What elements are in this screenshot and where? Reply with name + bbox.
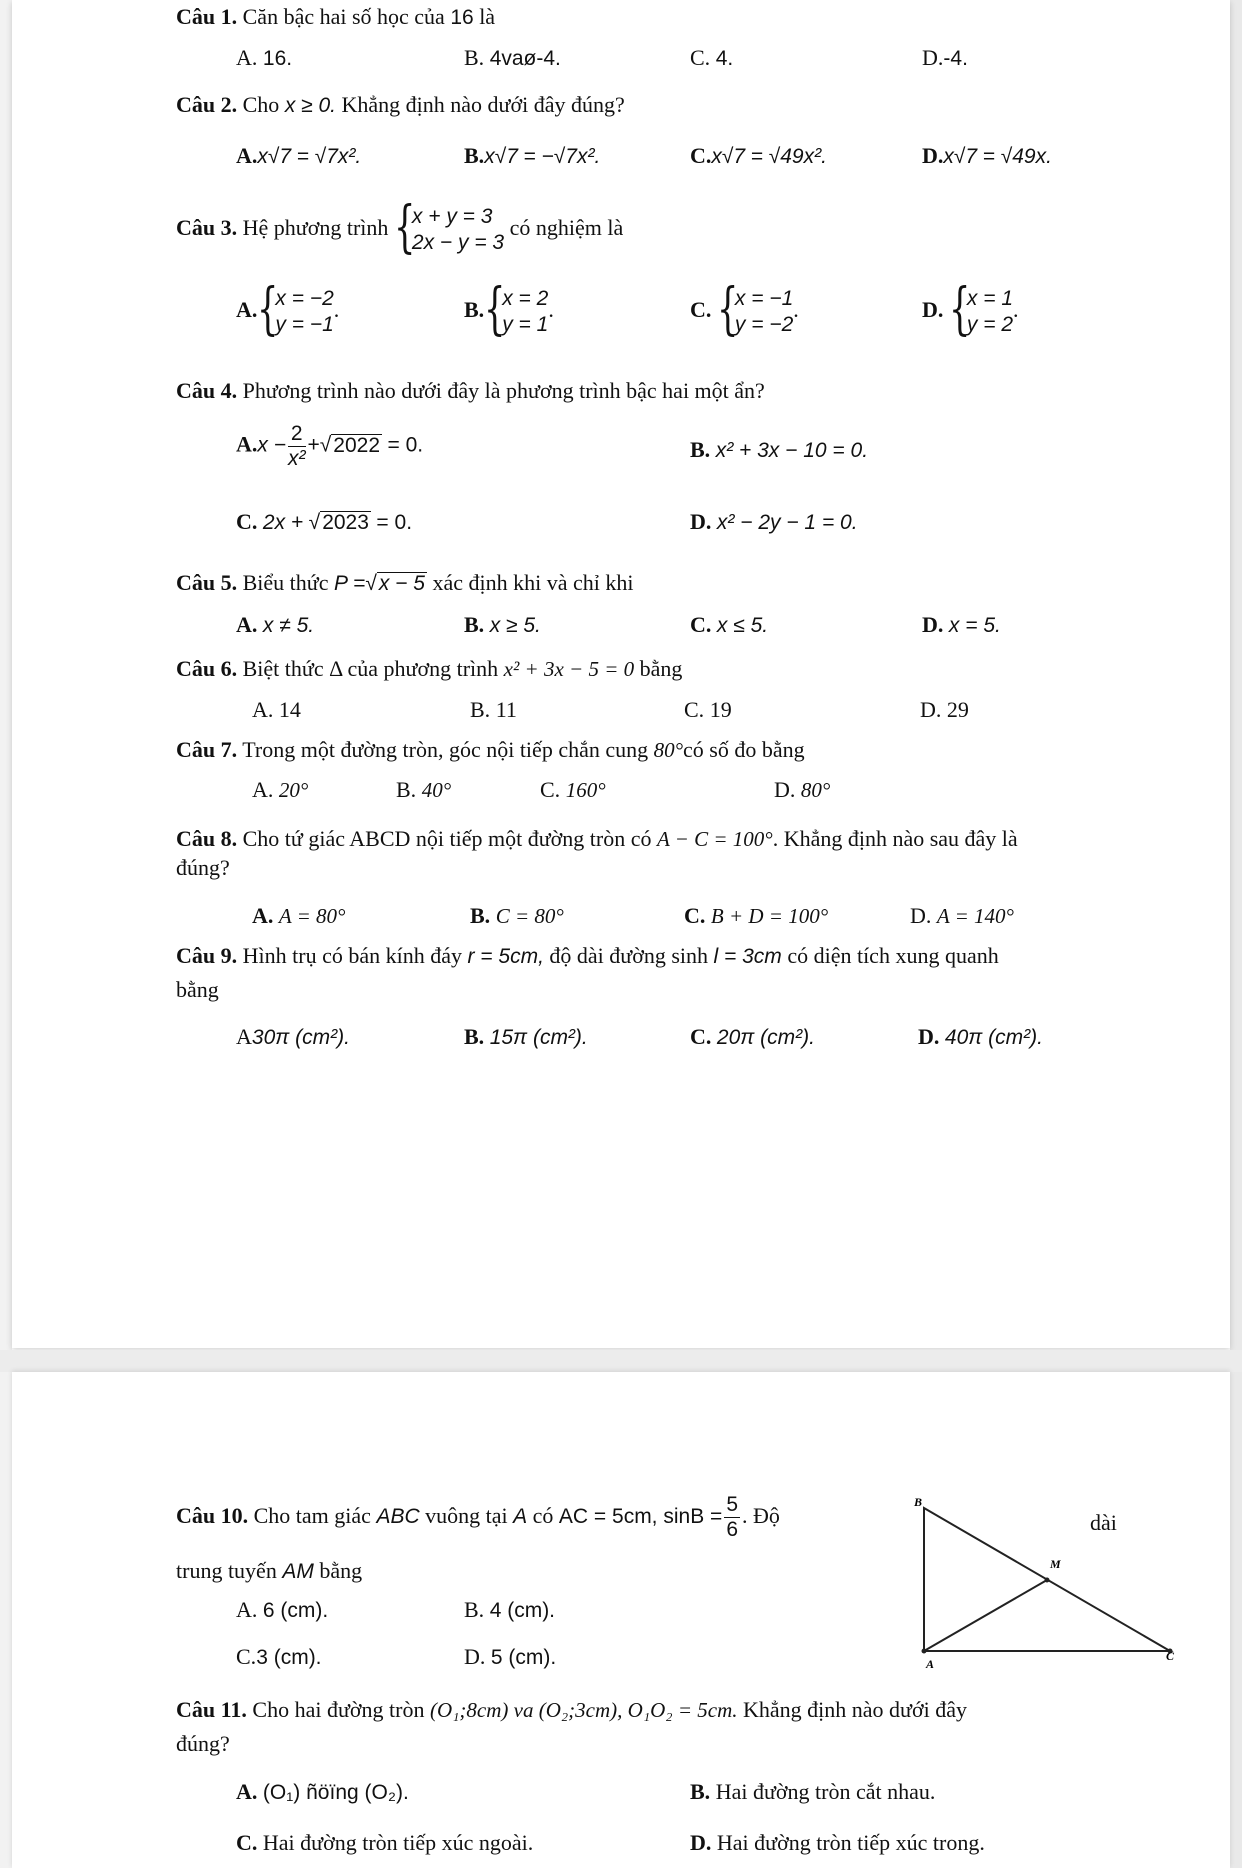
q10-median: AM	[282, 1560, 314, 1583]
point-m	[1045, 1578, 1050, 1583]
q1-option-a[interactable]	[236, 45, 292, 72]
left-margin	[0, 0, 12, 1868]
option-rhs: = √49x².	[750, 145, 827, 168]
option-label: B.	[470, 903, 491, 928]
q11-option-d[interactable]	[690, 1830, 985, 1856]
q4-option-d[interactable]	[690, 509, 858, 536]
option-lhs: x√7	[484, 145, 518, 168]
option-label: C.	[236, 1644, 257, 1669]
option-label: C.	[690, 143, 712, 168]
option-label: D.	[910, 903, 932, 928]
option-label: D.	[922, 143, 944, 168]
label-b: B	[914, 1495, 923, 1509]
q5-stem: Câu 5. Biểu thức P =√x − 5 xác định khi và chỉ khi	[176, 570, 634, 595]
q2-pre: Cho	[242, 92, 280, 117]
option-label: D.	[922, 45, 944, 70]
q3-option-c[interactable]: C. { x = −1 y = −2 .	[690, 277, 799, 342]
q5-pre: Biểu thức	[242, 570, 329, 595]
q10-given: AC = 5cm, sinB =	[558, 1505, 723, 1528]
q10-dai: dài	[1090, 1510, 1117, 1535]
option-value: 40π (cm²).	[944, 1026, 1043, 1049]
q8-option-b[interactable]	[470, 903, 564, 929]
point-a	[922, 1649, 927, 1654]
q11-option-c[interactable]	[236, 1830, 533, 1856]
q10-line2	[176, 1558, 362, 1585]
q5-option-b[interactable]	[464, 612, 541, 639]
q6-tail: bằng	[639, 656, 683, 681]
q3-stem	[176, 196, 623, 260]
option-value: 20π (cm²).	[716, 1026, 815, 1049]
q10-stem	[176, 1492, 780, 1542]
option-value: 20°	[278, 778, 309, 802]
option-value: (O₁) ñöïng (O₂).	[262, 1781, 409, 1804]
q2-option-d[interactable]	[922, 143, 1052, 170]
option-value: 29	[946, 697, 969, 722]
option-label: B.	[690, 1779, 711, 1804]
option-lhs: x√7	[943, 145, 978, 168]
option-label: A.	[236, 431, 258, 457]
q7-stem	[176, 737, 805, 763]
q10-label: Câu 10.	[176, 1503, 249, 1528]
q10-fraction	[724, 1493, 740, 1542]
option-value: 15π (cm²).	[489, 1026, 588, 1049]
option-value: 30π (cm²).	[251, 1026, 350, 1049]
option-value: 4 (cm).	[489, 1599, 556, 1622]
q8-label: Câu 8.	[176, 826, 238, 851]
option-value: 160°	[565, 778, 606, 802]
option-label: A.	[236, 1597, 258, 1622]
option-value: Hai đường tròn cắt nhau.	[715, 1779, 936, 1804]
q9-option-c[interactable]	[690, 1024, 815, 1051]
q1-option-d[interactable]	[922, 45, 968, 72]
option-value: 40°	[421, 778, 452, 802]
q8-option-c[interactable]	[684, 903, 828, 929]
option-pre: 2x +	[262, 511, 304, 534]
q10-co: có	[532, 1503, 554, 1528]
q4-stem	[176, 378, 765, 404]
option-value: x ≥ 5.	[489, 614, 541, 637]
q8-pre: Cho tứ giác ABCD nội tiếp một đường tròn có	[242, 826, 652, 851]
option-label: D.	[922, 297, 944, 323]
q2-label: Câu 2.	[176, 92, 238, 117]
q2-option-c[interactable]	[690, 143, 827, 170]
q11-stem	[176, 1697, 967, 1723]
option-row2: y = −2	[734, 313, 794, 336]
option-value: 6 (cm).	[262, 1599, 329, 1622]
q7-pre: Trong một đường tròn, góc nội tiếp chắn cung	[242, 737, 649, 762]
q5-option-c[interactable]	[690, 612, 768, 639]
q9-label: Câu 9.	[176, 943, 238, 968]
option-value: 16.	[262, 47, 293, 70]
option-label: B.	[464, 297, 485, 323]
q9-pre: Hình trụ có bán kính đáy	[242, 943, 462, 968]
option-label: B.	[464, 1597, 485, 1622]
q8-expr: A − C = 100°	[656, 827, 773, 851]
option-label: C.	[690, 297, 712, 323]
q1-value: 16	[450, 6, 474, 29]
q11-label: Câu 11.	[176, 1697, 247, 1722]
option-value: B + D = 100°	[710, 904, 829, 928]
option-label: B.	[396, 777, 417, 802]
q7-label: Câu 7.	[176, 737, 238, 762]
option-label: A.	[252, 777, 274, 802]
q6-equation: x² + 3x − 5 = 0	[503, 657, 635, 681]
option-label: A.	[236, 297, 258, 323]
option-value: 80°	[800, 778, 831, 802]
q11-expr: (O₁;8cm) va (O₂;3cm), O₁O₂ = 5cm.	[429, 1698, 738, 1722]
option-label: A	[236, 1024, 252, 1049]
option-mid: +	[307, 433, 320, 457]
q2-stem	[176, 92, 625, 119]
q3-tail: có nghiệm là	[509, 215, 624, 240]
option-label: B.	[464, 45, 485, 70]
option-value: x² + 3x − 10 = 0.	[715, 439, 869, 462]
option-tail: = 0.	[376, 511, 413, 534]
q5-radicand: x − 5	[378, 572, 425, 595]
q10-option-d[interactable]	[464, 1644, 556, 1671]
right-margin	[1230, 0, 1242, 1868]
option-label: B.	[470, 697, 491, 722]
denominator: 6	[726, 1518, 738, 1542]
option-row2: y = 2	[966, 313, 1014, 336]
option-label: A.	[252, 903, 274, 928]
numerator: 2	[288, 422, 306, 447]
option-label: B.	[690, 437, 711, 462]
q5-option-d[interactable]	[922, 612, 1001, 639]
q7-angle: 80°	[653, 738, 684, 762]
q2-option-b[interactable]	[464, 143, 600, 170]
q6-label: Câu 6.	[176, 656, 238, 681]
option-label: D.	[464, 1644, 486, 1669]
q9-option-d[interactable]	[918, 1024, 1043, 1051]
option-label: C.	[236, 509, 258, 534]
fraction	[288, 422, 306, 471]
option-value: Hai đường tròn tiếp xúc trong.	[716, 1830, 985, 1855]
option-value: x = 5.	[948, 614, 1001, 637]
label-m: M	[1050, 1557, 1061, 1571]
radicand: 2022	[333, 433, 381, 457]
option-value: x ≤ 5.	[716, 614, 769, 637]
option-value: x² − 2y − 1 = 0.	[716, 511, 858, 534]
q6-option-d[interactable]	[920, 697, 969, 723]
q9-mid: độ dài đường sinh	[549, 943, 709, 968]
q11-option-a[interactable]	[236, 1779, 409, 1806]
q10-option-c[interactable]	[236, 1644, 322, 1671]
label-c: C	[1166, 1649, 1175, 1663]
q5-expr: P =	[333, 572, 366, 595]
q3-option-d[interactable]: D. { x = 1 y = 2 .	[922, 277, 1019, 342]
denominator: x²	[288, 447, 306, 470]
q7-option-c[interactable]	[540, 777, 606, 803]
q9-radius: r = 5cm,	[467, 945, 544, 968]
option-value: A = 80°	[278, 904, 346, 928]
option-label: B.	[464, 143, 485, 168]
q4-option-c[interactable]: C. 2x + √2023 = 0.	[236, 509, 413, 534]
option-value: 3 (cm).	[256, 1646, 322, 1669]
q1-label: Câu 1.	[176, 4, 238, 29]
option-value: C = 80°	[495, 904, 564, 928]
option-label: D.	[690, 1830, 712, 1855]
option-value: 4vaø-4.	[489, 47, 561, 70]
option-label: C.	[690, 1024, 712, 1049]
q8-stem	[176, 826, 1018, 852]
option-label: D.	[922, 612, 944, 637]
q9-stem	[176, 943, 999, 970]
option-lhs: x√7	[711, 145, 746, 168]
q5-option-a[interactable]	[236, 612, 314, 639]
q10-option-b[interactable]	[464, 1597, 555, 1624]
q6-option-c[interactable]	[684, 697, 732, 723]
q9-option-a[interactable]	[236, 1024, 350, 1051]
option-label: C.	[236, 1830, 258, 1855]
q11-line2: đúng?	[176, 1731, 230, 1756]
option-rhs: = −√7x².	[523, 145, 601, 168]
q4-text: Phương trình nào dưới đây là phương trình bậc hai một ẩn?	[242, 378, 765, 403]
option-label: C.	[540, 777, 561, 802]
q7-option-d[interactable]	[774, 777, 830, 803]
option-value: 19	[709, 697, 732, 722]
q2-option-a[interactable]	[236, 143, 361, 170]
q6-stem	[176, 656, 682, 682]
q1-text: Căn bậc hai số học của	[242, 4, 445, 29]
q3-option-b[interactable]: B. { x = 2 y = 1 .	[464, 277, 554, 342]
option-label: C.	[690, 612, 712, 637]
option-label: A.	[236, 1779, 258, 1804]
q9-line2: bằng	[176, 977, 219, 1002]
option-value: 5 (cm).	[490, 1646, 557, 1669]
q7-option-a[interactable]	[252, 777, 308, 803]
option-label: B.	[464, 1024, 485, 1049]
q6-option-b[interactable]	[470, 697, 517, 723]
q1-tail: là	[479, 4, 496, 29]
q5-label: Câu 5.	[176, 570, 238, 595]
option-value: 14	[278, 697, 301, 722]
q11-pre: Cho hai đường tròn	[252, 1697, 425, 1722]
option-row1: x = 2	[502, 287, 549, 310]
label-a: A	[926, 1657, 935, 1671]
q9-option-b[interactable]	[464, 1024, 588, 1051]
median-am	[924, 1580, 1047, 1651]
option-value: Hai đường tròn tiếp xúc ngoài.	[262, 1830, 534, 1855]
option-row1: x = −1	[734, 287, 794, 310]
q8-option-d[interactable]	[910, 903, 1014, 929]
option-label: B.	[464, 612, 485, 637]
option-row2: y = −1	[275, 313, 334, 336]
option-label: C.	[684, 697, 705, 722]
q10-option-a[interactable]	[236, 1597, 328, 1624]
q8-option-a[interactable]	[252, 903, 345, 929]
q6-option-a[interactable]	[252, 697, 301, 723]
option-rhs: = √49x.	[982, 145, 1052, 168]
option-label: D.	[690, 509, 712, 534]
option-value: A = 140°	[936, 904, 1014, 928]
q4-option-b[interactable]	[690, 437, 868, 464]
option-label: A.	[252, 697, 274, 722]
q3-system: { x + y = 3 2x − y = 3	[393, 194, 505, 260]
page-gap	[0, 1350, 1242, 1372]
q2-text: Khẳng định nào dưới đây đúng?	[341, 92, 625, 117]
q1-option-b[interactable]	[464, 45, 561, 72]
q3-pre: Hệ phương trình	[242, 215, 389, 240]
option-value: 4.	[715, 47, 734, 70]
option-label: D.	[774, 777, 796, 802]
q5-tail: xác định khi và chỉ khi	[432, 570, 634, 595]
q3-eq1: x + y = 3	[411, 204, 493, 228]
q8-line2: đúng?	[176, 855, 230, 880]
option-rhs: = √7x².	[296, 145, 362, 168]
q1-option-c[interactable]	[690, 45, 733, 72]
q8-tail: . Khẳng định nào sau đây là	[772, 826, 1018, 851]
q10-vertex: A	[513, 1505, 528, 1528]
option-tail: = 0.	[387, 433, 424, 457]
q3-label: Câu 3.	[176, 215, 238, 240]
option-row1: x = −2	[275, 287, 334, 310]
option-row1: x = 1	[966, 287, 1014, 310]
q10-mid: vuông tại	[425, 1503, 508, 1528]
q7-tail: có số đo bằng	[683, 737, 805, 762]
option-row2: y = 1	[502, 313, 549, 336]
option-label: A.	[236, 45, 258, 70]
q10-triangle-figure	[900, 1494, 1190, 1674]
option-label: A.	[236, 612, 258, 637]
q4-option-a[interactable]: A.x − $\frac{2}{\text{x²}}$ +√2022 = 0.	[236, 422, 424, 470]
option-label: D.	[920, 697, 942, 722]
q2-condition: x ≥ 0.	[284, 94, 337, 117]
q10-pre: Cho tam giác	[253, 1503, 371, 1528]
q7-option-b[interactable]	[396, 777, 451, 803]
q6-pre: Biệt thức Δ của phương trình	[242, 656, 499, 681]
q3-option-a[interactable]: A. { x = −2 y = −1 .	[236, 277, 340, 342]
numerator: 5	[726, 1493, 738, 1517]
option-value: 11	[495, 697, 517, 722]
q10-line2b: bằng	[319, 1558, 363, 1583]
q3-eq2: 2x − y = 3	[411, 230, 505, 254]
option-value: x ≠ 5.	[262, 614, 315, 637]
option-label: A.	[236, 143, 258, 168]
q4-label: Câu 4.	[176, 378, 238, 403]
q10-do: . Độ	[742, 1503, 780, 1528]
q10-line2a: trung tuyến	[176, 1558, 277, 1583]
q11-tail: Khẳng định nào dưới đây	[743, 1697, 967, 1722]
option-label: C.	[690, 45, 711, 70]
q9-tail: có diện tích xung quanh	[787, 943, 999, 968]
q9-length: l = 3cm	[713, 945, 782, 968]
q11-option-b[interactable]	[690, 1779, 935, 1805]
option-label: C.	[684, 903, 706, 928]
q1-stem	[176, 4, 495, 31]
option-pre: x −	[257, 433, 286, 457]
q10-triangle: ABC	[376, 1505, 420, 1528]
option-value: -4.	[943, 47, 968, 70]
option-lhs: x√7	[257, 145, 292, 168]
radicand: 2023	[322, 511, 369, 534]
option-label: D.	[918, 1024, 940, 1049]
